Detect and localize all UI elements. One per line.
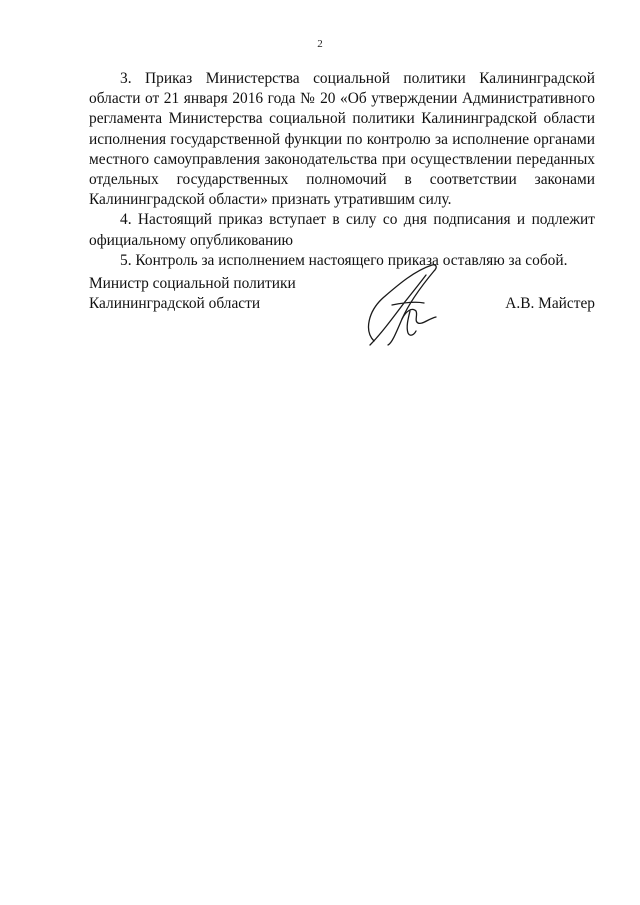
paragraph-item-5: 5. Контроль за исполнением настоящего приказа оставляю за собой. xyxy=(120,251,568,269)
paragraph-item-4: 4. Настоящий приказ вступает в силу со дня подписания и подлежит официальному опубликованию xyxy=(89,211,595,249)
paragraph-item-3: 3. Приказ Министерства социальной политики Калининградской области от 21 января 2016 года № 20 «Об утверждении Административного регламента Министерства социальной политики Калининградской области исполнения государственной функции по контролю за исполнение органами местного самоуправления законодательства при осуществлении переданных отдельных государственных полномочий в соответствии законами Калининградской области» признать утратившим силу. xyxy=(89,70,595,209)
signatory-name: А.В. Майстер xyxy=(505,295,595,312)
document-body xyxy=(89,69,595,271)
page-number: 2 xyxy=(317,38,323,50)
signature-block xyxy=(89,274,595,354)
signatory-title-line-1: Министр социальной политики xyxy=(89,275,296,292)
signatory-title-line-2: Калининградской области xyxy=(89,295,261,312)
handwritten-signature xyxy=(362,261,442,349)
